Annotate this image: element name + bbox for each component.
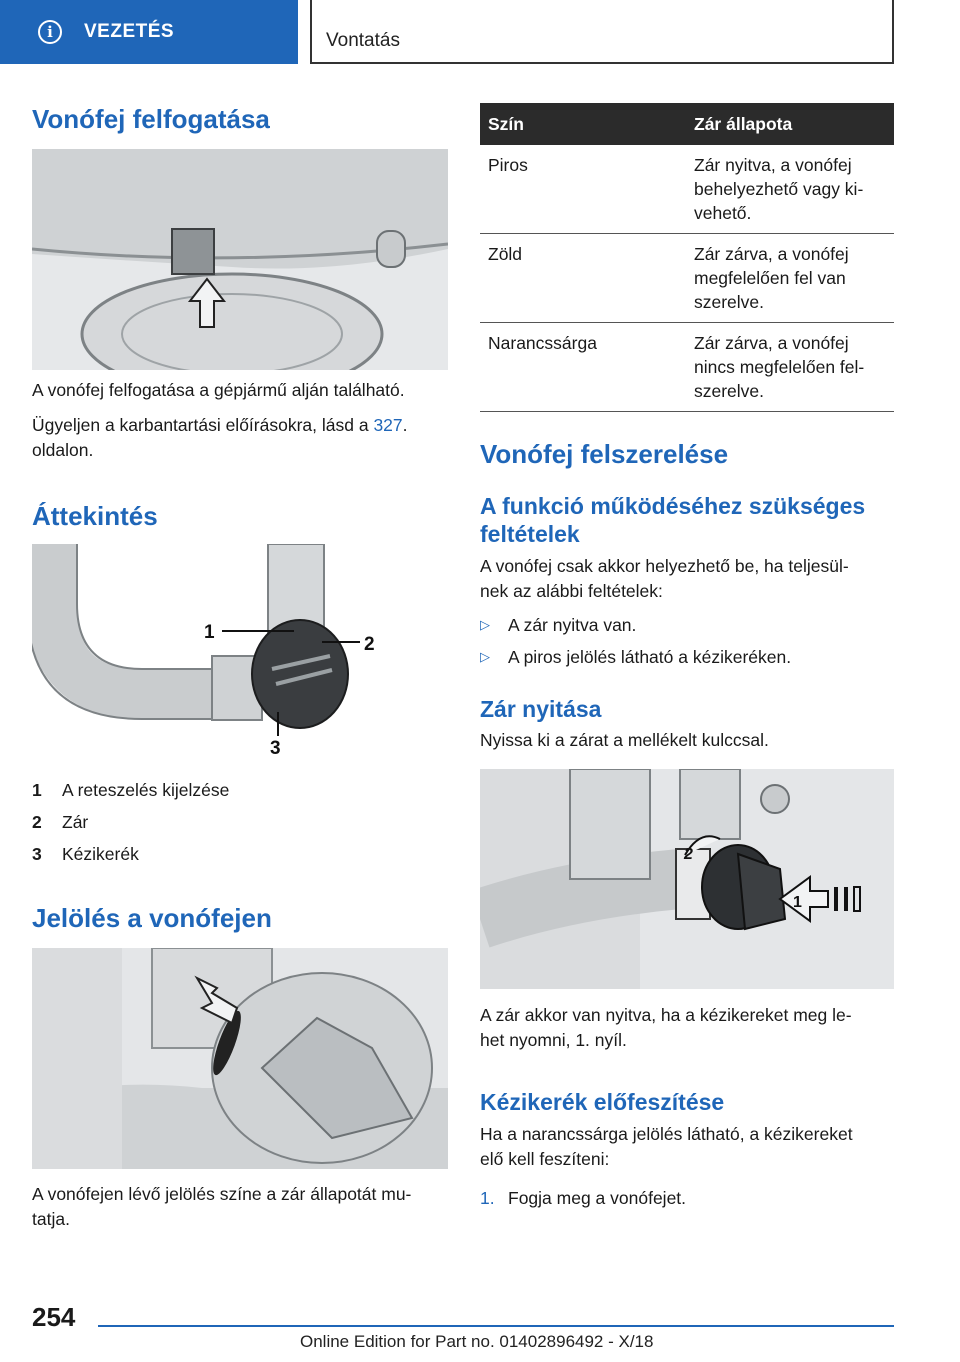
lock-state-table-wrap — [480, 103, 894, 412]
cell-line: nincs megfelelően fel- — [694, 357, 865, 377]
triangle-bullet-icon: ▷ — [480, 649, 490, 664]
page-number: 254 — [32, 1302, 76, 1332]
heading-conditions-1: A funkció működéséhez szükséges — [480, 493, 866, 519]
heading-marking: Jelölés a vonófejen — [32, 903, 272, 933]
cell-line: Zár nyitva, a vonófej — [694, 155, 852, 175]
legend-number: 1 — [32, 780, 42, 800]
paragraph-attachment-2 — [32, 413, 408, 438]
list-item-text: A zár nyitva van. — [508, 615, 637, 635]
cell-line: Zár zárva, a vonófej — [694, 244, 849, 264]
conditions-list — [480, 609, 791, 673]
cell-line: behelyezhető vagy ki- — [694, 179, 864, 199]
cell-state — [686, 234, 894, 323]
heading-conditions-2: feltételek — [480, 521, 580, 547]
legend-text: A reteszelés kijelzése — [62, 780, 230, 800]
callout-2: 2 — [364, 634, 375, 655]
legend-text: Zár — [62, 812, 89, 832]
cell-color: Zöld — [480, 234, 686, 323]
cell-color: Narancssárga — [480, 323, 686, 412]
steps-list — [480, 1184, 686, 1212]
cell-line: vehető. — [694, 203, 752, 223]
table-row — [480, 234, 894, 323]
column-header-color: Szín — [480, 103, 686, 145]
list-item-text: A piros jelölés látható a kézikeréken. — [508, 647, 792, 667]
cell-line: szerelve. — [694, 381, 765, 401]
legend-number: 3 — [32, 844, 42, 864]
figure-overview — [32, 544, 448, 764]
cell-color: Piros — [480, 145, 686, 234]
heading-pretension: Kézikerék előfeszítése — [480, 1089, 725, 1115]
callout-1: 1 — [793, 894, 802, 911]
paragraph-pretension-2: elő kell feszíteni: — [480, 1149, 610, 1169]
figure-marking — [32, 948, 448, 1169]
table-row — [480, 323, 894, 412]
paragraph-open-lock: Nyissa ki a zárat a mellékelt kulccsal. — [480, 730, 769, 750]
figure-open-lock — [480, 769, 894, 989]
heading-open-lock: Zár nyitása — [480, 696, 602, 722]
step-item — [480, 1184, 686, 1212]
lock-state-table — [480, 103, 894, 412]
info-icon: i — [38, 20, 62, 44]
cell-line: szerelve. — [694, 292, 765, 312]
callout-3: 3 — [270, 738, 281, 759]
callout-1: 1 — [204, 622, 215, 643]
figure-hitch-underside — [32, 149, 448, 370]
paragraph-conditions-1: A vonófej csak akkor helyezhető be, ha teljesül- — [480, 556, 849, 576]
list-item — [480, 641, 791, 673]
table-header-row — [480, 103, 894, 145]
legend-list — [32, 774, 229, 870]
cell-line: Zár zárva, a vonófej — [694, 333, 849, 353]
paragraph-open-after-1: A zár akkor van nyitva, ha a kézikereket meg le- — [480, 1005, 852, 1025]
paragraph-pretension-1: Ha a narancssárga jelölés látható, a kézikereket — [480, 1124, 853, 1144]
callout-2: 2 — [684, 846, 693, 863]
text-fragment: Ügyeljen a karbantartási előírásokra, lásd a — [32, 415, 374, 435]
text-fragment: . — [402, 415, 408, 435]
legend-item — [32, 806, 229, 838]
legend-text: Kézikerék — [62, 844, 139, 864]
paragraph-conditions-2: nek az alábbi feltételek: — [480, 581, 663, 601]
chapter-tab — [310, 0, 894, 64]
legend-item — [32, 774, 229, 806]
paragraph-attachment-3: oldalon. — [32, 440, 94, 460]
column-header-state: Zár állapota — [686, 103, 894, 145]
footer-divider — [98, 1325, 894, 1327]
cell-state — [686, 145, 894, 234]
triangle-bullet-icon: ▷ — [480, 617, 490, 632]
chapter-title: Vontatás — [326, 30, 400, 51]
paragraph-open-after-2: het nyomni, 1. nyíl. — [480, 1030, 627, 1050]
section-title: VEZETÉS — [84, 21, 175, 42]
page-reference-link[interactable]: 327 — [373, 415, 403, 435]
legend-number: 2 — [32, 812, 42, 832]
step-number: 1. — [480, 1188, 495, 1208]
cell-line: megfelelően fel van — [694, 268, 846, 288]
edition-note: Online Edition for Part no. 01402896492 - X/18 — [300, 1332, 654, 1351]
heading-attachment: Vonófej felfogatása — [32, 104, 270, 134]
table-row — [480, 145, 894, 234]
step-text: Fogja meg a vonófejet. — [508, 1188, 687, 1208]
paragraph-attachment-1: A vonófej felfogatása a gépjármű alján található. — [32, 380, 405, 400]
paragraph-marking-2: tatja. — [32, 1209, 70, 1229]
list-item — [480, 609, 791, 641]
paragraph-marking-1: A vonófejen lévő jelölés színe a zár állapotát mu- — [32, 1184, 412, 1204]
cell-state — [686, 323, 894, 412]
legend-item — [32, 838, 229, 870]
section-header — [0, 0, 298, 64]
heading-overview: Áttekintés — [32, 501, 158, 531]
heading-install: Vonófej felszerelése — [480, 439, 729, 469]
